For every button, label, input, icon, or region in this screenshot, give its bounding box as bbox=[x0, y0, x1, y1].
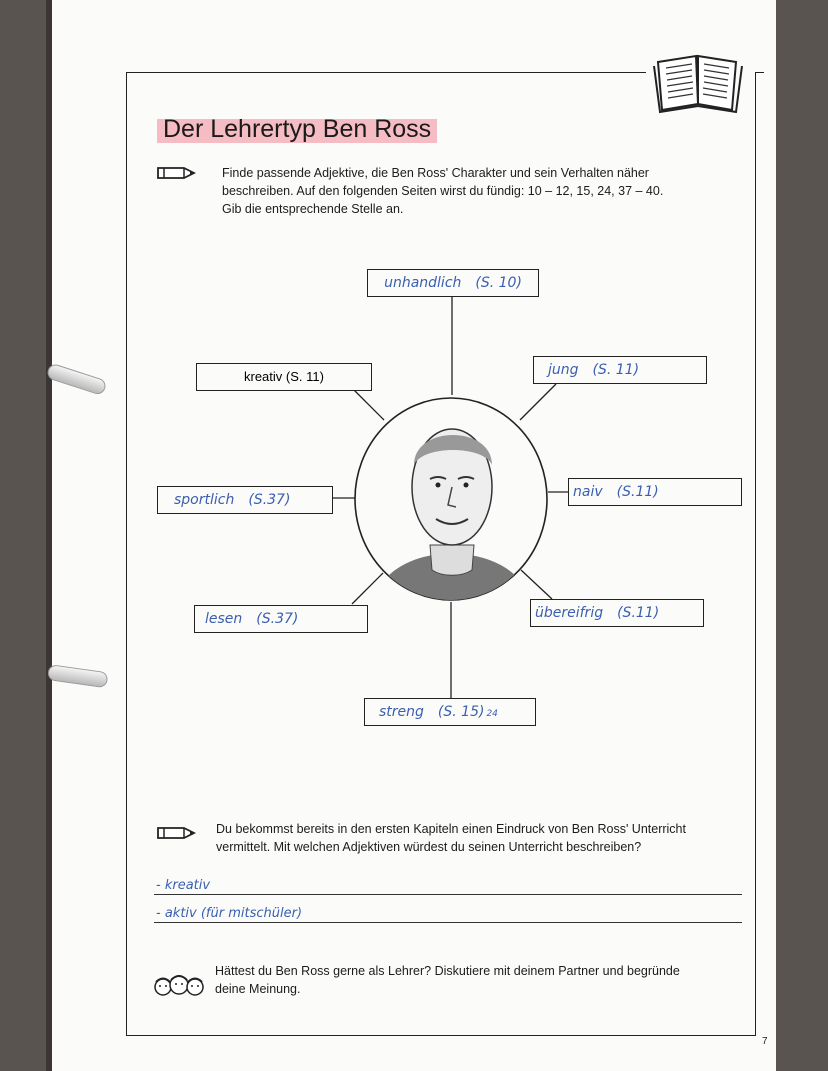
page-reference: (S.11) bbox=[617, 605, 660, 621]
adjective-box-upper-left[interactable] bbox=[196, 363, 372, 391]
adjective-box-top[interactable] bbox=[367, 269, 539, 297]
adjective-word: naiv bbox=[573, 484, 603, 500]
task1-line: Finde passende Adjektive, die Ben Ross' Charakter und sein Verhalten näher bbox=[222, 166, 649, 180]
task2-line: Du bekommst bereits in den ersten Kapiteln einen Eindruck von Ben Ross' Unterricht bbox=[216, 822, 686, 836]
adjective-word: sportlich bbox=[174, 492, 235, 508]
answer-text[interactable]: - kreativ bbox=[156, 878, 211, 893]
answer-line bbox=[154, 894, 742, 895]
page-reference: (S.37) bbox=[248, 492, 291, 508]
page-reference: (S. 11) bbox=[285, 369, 324, 384]
page-reference: (S.11) bbox=[616, 484, 659, 500]
task2-line: vermittelt. Mit welchen Adjektiven würdest du seinen Unterricht beschreiben? bbox=[216, 840, 642, 854]
adjective-box-lower-left[interactable] bbox=[194, 605, 368, 633]
adjective-box-bottom[interactable] bbox=[364, 698, 536, 726]
page-reference: (S. 10) bbox=[475, 275, 522, 291]
page-reference: (S. 11) bbox=[592, 362, 640, 378]
task3-line: Hättest du Ben Ross gerne als Lehrer? Diskutiere mit deinem Partner und begründe bbox=[215, 964, 680, 978]
group-discussion-icon bbox=[152, 974, 206, 1000]
adjective-word: kreativ bbox=[244, 369, 283, 384]
ben-ross-portrait-icon bbox=[352, 395, 550, 603]
adjective-word: lesen bbox=[205, 611, 243, 627]
pencil-icon bbox=[156, 825, 196, 841]
adjective-box-lower-right[interactable] bbox=[530, 599, 704, 627]
adjective-box-right[interactable] bbox=[568, 478, 742, 506]
page-reference-note: 24 bbox=[486, 709, 498, 719]
task3-instruction bbox=[215, 962, 680, 998]
adjective-word: unhandlich bbox=[384, 275, 462, 291]
page-reference: (S. 15) bbox=[437, 704, 485, 720]
adjective-box-left[interactable] bbox=[157, 486, 333, 514]
answer-text[interactable]: - aktiv (für mitschüler) bbox=[156, 906, 303, 921]
page-reference: (S.37) bbox=[256, 611, 299, 627]
task1-line: Gib die entsprechende Stelle an. bbox=[222, 202, 404, 216]
adjective-box-upper-right[interactable] bbox=[533, 356, 707, 384]
task2-instruction bbox=[216, 820, 686, 856]
adjective-word: streng bbox=[379, 704, 424, 720]
page-number: 7 bbox=[762, 1036, 768, 1047]
task1-line: beschreiben. Auf den folgenden Seiten wirst du fündig: 10 – 12, 15, 24, 37 – 40. bbox=[222, 184, 664, 198]
task3-line: deine Meinung. bbox=[215, 982, 301, 996]
adjective-word: jung bbox=[548, 362, 579, 378]
answer-line bbox=[154, 922, 742, 923]
page-title: Der Lehrertyp Ben Ross bbox=[157, 112, 437, 147]
adjective-word: übereifrig bbox=[535, 605, 604, 621]
